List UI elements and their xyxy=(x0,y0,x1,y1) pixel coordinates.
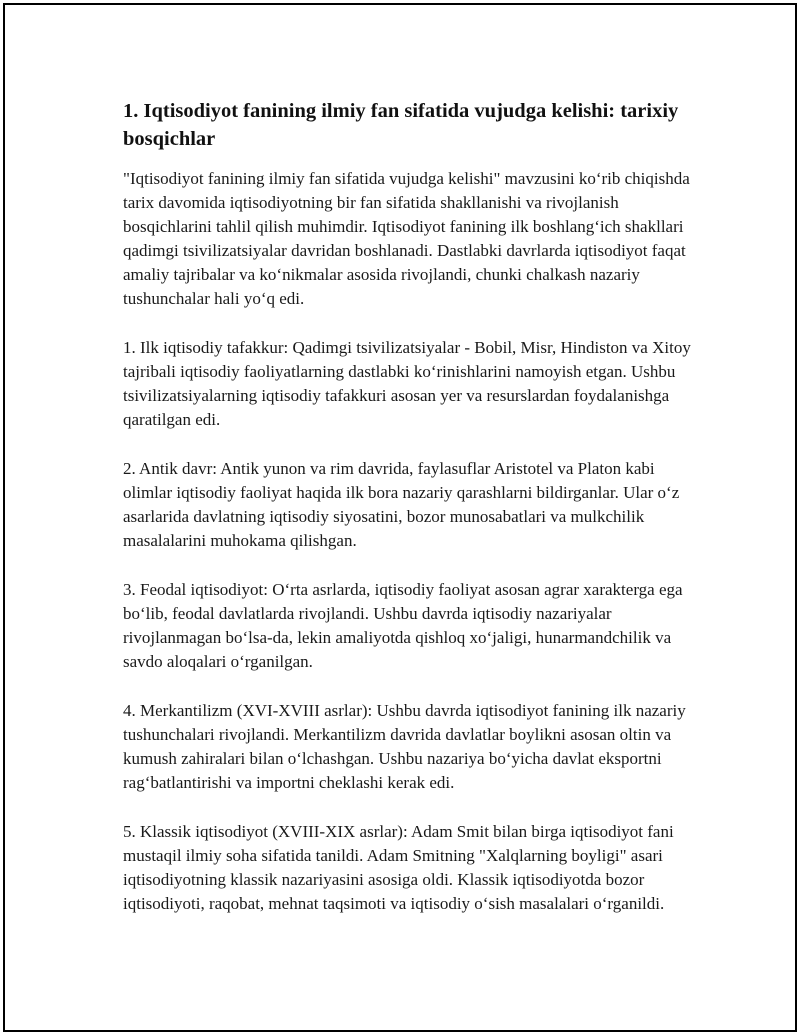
stage-paragraph-feudal: 3. Feodal iqtisodiyot: Oʻrta asrlarda, iqtisodiy faoliyat asosan agrar xarakterga ega boʻlib, feodal davlatlarda rivojlandi. Ushbu davrda iqtisodiy nazariyalar rivojlanmagan boʻlsa-da, lekin amaliyotda qishloq xoʻjaligi, hunarmandchilik va savdo aloqalari oʻrganilgan. xyxy=(123,579,683,672)
document-body xyxy=(123,97,693,916)
page-frame xyxy=(3,3,797,1032)
stage-paragraph-classical: 5. Klassik iqtisodiyot (XVIII-XIX asrlar): Adam Smit bilan birga iqtisodiyot fani mustaqil ilmiy soha sifatida tanildi. Adam Smitning "Xalqlarning boyligi" asari iqtisodiyotning klassik nazariyasini asosiga oldi. Klassik iqtisodiyotda bozor iqtisodiyoti, raqobat, mehnat taqsimoti va iqtisodiy oʻsish masalalari oʻrganildi. xyxy=(123,821,674,913)
stage-paragraph-antiquity: 2. Antik davr: Antik yunon va rim davrida, faylasuflar Aristotel va Platon kabi olimlar iqtisodiy faoliyat haqida ilk bora nazariy qarashlarni bildirganlar. Ular oʻz asarlarida davlatning iqtisodiy siyosatini, bozor munosabatlari va mulkchilik masalalarini muhokama qilishgan. xyxy=(123,458,680,551)
document-title: 1. Iqtisodiyot fanining ilmiy fan sifatida vujudga kelishi: tarixiy bosqichlar xyxy=(123,100,679,150)
intro-paragraph: "Iqtisodiyot fanining ilmiy fan sifatida vujudga kelishi" mavzusini koʻrib chiqishda tarix davomida iqtisodiyotning bir fan sifatida shakllanishi va rivojlanish bosqichlarini tahlil qilish muhimdir. Iqtisodiyot fanining ilk boshlangʻich shakllari qadimgi tsivilizatsiyalar davridan boshlanadi. Dastlabki davrlarda iqtisodiyot faqat amaliy tajribalar va koʻnikmalar asosida rivojlandi, chunki chalkash nazariy tushunchalar hali yoʻq edi. xyxy=(123,169,690,309)
stage-paragraph-ancient-civilizations: 1. Ilk iqtisodiy tafakkur: Qadimgi tsivilizatsiyalar - Bobil, Misr, Hindiston va Xitoy tajribali iqtisodiy faoliyatlarning dastlabki koʻrinishlarini namoyish etgan. Ushbu tsivilizatsiyalarning iqtisodiy tafakkuri asosan yer va resurslardan foydalanishga qaratilgan edi. xyxy=(123,338,691,430)
stage-paragraph-mercantilism: 4. Merkantilizm (XVI-XVIII asrlar): Ushbu davrda iqtisodiyot fanining ilk nazariy tushunchalari rivojlandi. Merkantilizm davrida davlatlar boylikni asosan oltin va kumush zahiralari bilan oʻlchashgan. Ushbu nazariya boʻyicha davlat eksportni ragʻbatlantirishi va importni cheklashi kerak edi. xyxy=(123,700,686,792)
